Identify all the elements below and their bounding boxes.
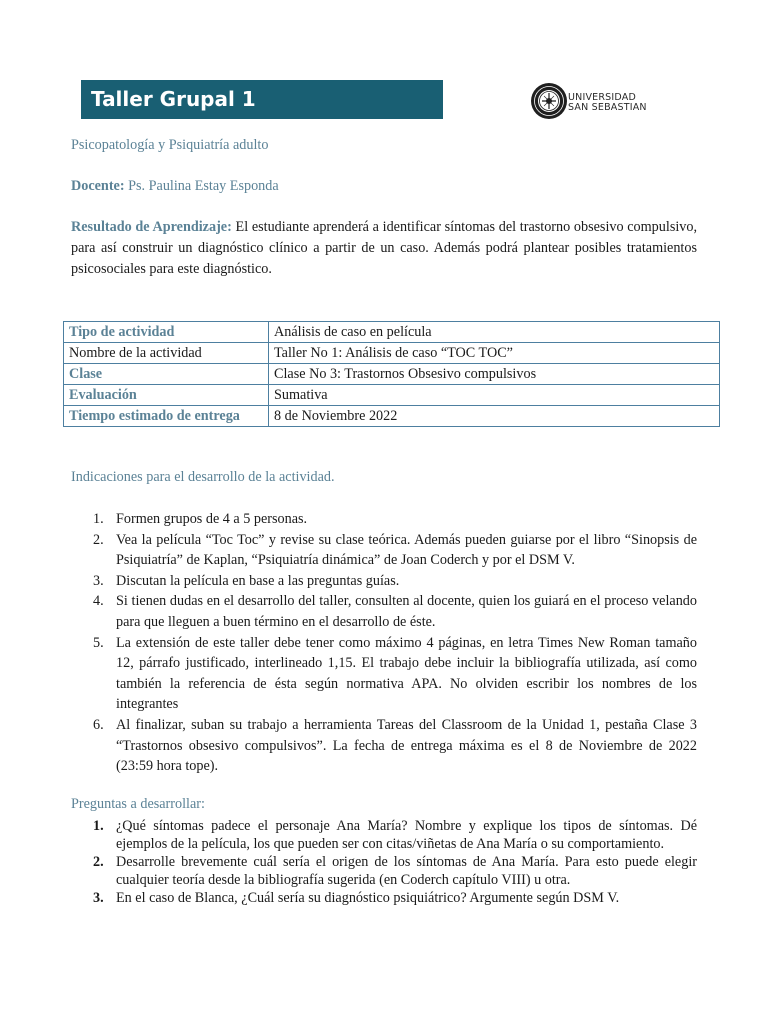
table-row	[64, 406, 720, 427]
docente-label: Docente:	[71, 178, 125, 194]
list-item-number: 3.	[93, 890, 104, 906]
table-key: Evaluación	[64, 385, 269, 406]
learning-outcome	[71, 217, 697, 280]
list-item-text: Desarrolle brevemente cuál sería el origen de los síntomas de Ana María. Para esto puede elegir cualquier teoría desde la bibliografía sugerida (en Coderch capítulo VIII) u otra.	[116, 854, 697, 888]
list-item-text: ¿Qué síntomas padece el personaje Ana María? Nombre y explique los tipos de síntomas. Dé ejemplos de la película, los que pueden ser con citas/viñetas de Ana María o su comportamiento.	[116, 818, 697, 852]
table-value: 8 de Noviembre 2022	[269, 406, 720, 427]
table-value: Taller No 1: Análisis de caso “TOC TOC”	[269, 343, 720, 364]
learning-outcome-text: El estudiante aprenderá a identificar síntomas del trastorno obsesivo compulsivo, para así construir un diagnóstico clínico a partir de un caso. Además podrá plantear posibles tratamientos psicosociales para este diagnóstico.	[71, 219, 698, 277]
table-row	[64, 343, 720, 364]
list-item	[93, 818, 697, 853]
list-item-number: 2.	[93, 854, 104, 870]
table-row	[64, 385, 720, 406]
table-value: Análisis de caso en película	[269, 322, 720, 343]
list-item	[93, 715, 697, 777]
list-item-text: La extensión de este taller debe tener como máximo 4 páginas, en letra Times New Roman tamaño 12, párrafo justificado, interlineado 1,15. El trabajo debe incluir la bibliografía utilizada, así como también la referencia de ésta según normativa APA. No olviden escribir los nombres de los integrantes	[116, 634, 697, 713]
university-logo	[530, 82, 670, 122]
logo-wordmark	[568, 93, 647, 113]
docente-line	[71, 178, 279, 195]
logo-text-line2: SAN SEBASTIAN	[568, 102, 647, 113]
course-subtitle: Psicopatología y Psiquiatría adulto	[71, 137, 269, 153]
list-item-text: Si tienen dudas en el desarrollo del taller, consulten al docente, quien los guiará en el proceso velando para que lleguen a buen término en el desarrollo de éste.	[116, 593, 697, 630]
table-key: Tipo de actividad	[64, 322, 269, 343]
logo-text-line1: UNIVERSIDAD	[568, 92, 636, 103]
table-row	[64, 322, 720, 343]
list-item	[93, 571, 697, 592]
list-item-text: Formen grupos de 4 a 5 personas.	[116, 511, 308, 527]
table-value: Sumativa	[269, 385, 720, 406]
list-item	[93, 890, 697, 908]
page-title: Taller Grupal 1	[81, 80, 443, 119]
list-item	[93, 530, 697, 571]
learning-outcome-label: Resultado de Aprendizaje:	[71, 219, 232, 235]
list-item-number: 4.	[93, 593, 104, 610]
list-item-text: En el caso de Blanca, ¿Cuál sería su diagnóstico psiquiátrico? Argumente según DSM V.	[116, 890, 620, 906]
docente-value: Ps. Paulina Estay Esponda	[128, 178, 279, 194]
list-item-number: 2.	[93, 531, 104, 548]
questions-list	[93, 818, 697, 909]
table-key: Clase	[64, 364, 269, 385]
list-item-number: 1.	[93, 818, 104, 834]
table-value: Clase No 3: Trastornos Obsesivo compulsivos	[269, 364, 720, 385]
university-seal-icon	[530, 82, 568, 120]
list-item-number: 6.	[93, 716, 104, 733]
list-item	[93, 509, 697, 530]
list-item	[93, 633, 697, 715]
instructions-heading: Indicaciones para el desarrollo de la actividad.	[71, 469, 335, 485]
activity-info-table	[63, 321, 720, 427]
list-item	[93, 591, 697, 632]
list-item-text: Discutan la película en base a las preguntas guías.	[116, 572, 400, 589]
instructions-list	[93, 509, 697, 777]
list-item-text: Vea la película “Toc Toc” y revise su clase teórica. Además pueden guiarse por el libro “Sinopsis de Psiquiatría” de Kaplan, “Psiquiatría dinámica” de Joan Coderch y por el DSM V.	[116, 531, 697, 569]
table-row	[64, 364, 720, 385]
list-item-number: 1.	[93, 511, 104, 527]
questions-heading: Preguntas a desarrollar:	[71, 796, 205, 812]
list-item	[93, 854, 697, 889]
list-item-text: Al finalizar, suban su trabajo a herramienta Tareas del Classroom de la Unidad 1, pestaña Clase 3 “Trastornos obsesivo compulsivos”. La fecha de entrega máxima es el 8 de Noviembre de 2022 (23:59 hora tope).	[116, 716, 697, 775]
table-key: Nombre de la actividad	[64, 343, 269, 364]
list-item-number: 5.	[93, 634, 104, 651]
table-key: Tiempo estimado de entrega	[64, 406, 269, 427]
list-item-number: 3.	[93, 572, 104, 589]
